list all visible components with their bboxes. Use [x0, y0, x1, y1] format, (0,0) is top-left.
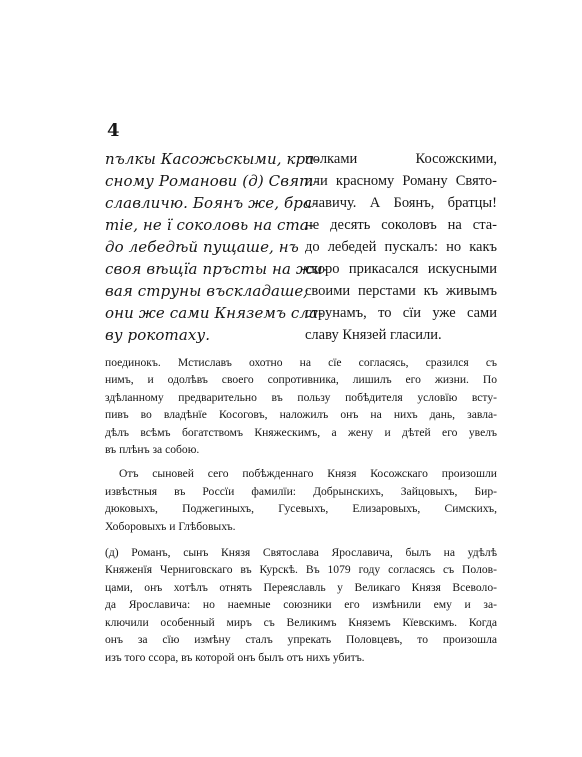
old-text-line: вая струны въскладаше;	[105, 282, 309, 300]
old-russian-text-column	[105, 148, 328, 346]
footnote-line: пивъ во владѣнїе Косоговъ, наложилъ онъ на нихъ дань, завла-	[105, 408, 497, 422]
footnote-line: нимъ, и одолѣвъ своего сопротивника, лишилъ его жизни. По	[105, 373, 497, 387]
translation-line: своими перстами къ живымъ	[305, 283, 497, 299]
translation-line: полками Косожскими,	[305, 151, 497, 167]
footnotes	[105, 354, 497, 666]
footnote-line: поединокъ. Мстиславъ охотно на сїе согласясь, сразился съ	[105, 356, 497, 369]
translation-line: славичу. А Боянъ, братцы!	[305, 195, 497, 211]
footnote-line: Княженїя Черниговскаго въ Курскѣ. Въ 1079 году согласясь съ Полов-	[105, 563, 497, 577]
footnote-line: въ плѣнъ за собою.	[105, 443, 200, 457]
translation-line: скоро прикасался искусными	[305, 261, 497, 277]
old-text-line: до лебедѣй пущаше, нъ	[105, 238, 299, 256]
translation-line: не десять соколовъ на ста-	[305, 217, 497, 233]
old-text-line: ву рокотаху.	[105, 326, 211, 344]
footnote-line: цами, онъ хотѣлъ отнять Переяславль у Великаго Князя Всеволо-	[105, 580, 497, 594]
footnote-line: Отъ сыновей сего побѣжденнаго Князя Косожскаго произошли	[119, 467, 497, 481]
old-text-line: славличю. Боянъ же, бра-	[105, 194, 318, 212]
translation-column	[305, 148, 497, 346]
footnote-line: (д) Романъ, сынъ Князя Святослава Ярославича, былъ на удѣлѣ	[105, 546, 497, 560]
translation-line: или красному Роману Свято-	[305, 173, 497, 189]
old-text-line: они же сами Княземъ сла-	[105, 304, 324, 322]
footnote-line: здѣланному предварительно въ пользу побѣдителя условїю всту-	[105, 390, 497, 404]
footnote-families	[105, 465, 497, 535]
footnote-line: ключили особенный миръ съ Великимъ Княземъ Кїевскимъ. Когда	[105, 615, 497, 629]
old-text-line: пълкы Касожьскыми, кра-	[105, 150, 320, 168]
footnote-line: извѣстныя въ Россїи фамилїи: Добрынскихъ, Зайцовыхъ, Бир-	[105, 484, 497, 498]
footnote-line: Хоборовыхъ и Глѣбовыхъ.	[105, 519, 236, 533]
page-number: 4	[107, 120, 120, 141]
footnote-line: изъ того ссора, въ которой онъ былъ отъ нихъ убитъ.	[105, 650, 365, 664]
footnote-line: дюковыхъ, Поджегиныхъ, Гусевыхъ, Елизаровыхъ, Симскихъ,	[105, 502, 497, 516]
footnote-line: онъ за сїю измѣну сталъ упрекать Половцевъ, то произошла	[105, 633, 497, 647]
translation-line: до лебедей пускалъ: но какъ	[305, 239, 497, 255]
translation-line: струнамъ, то сїи уже сами	[305, 305, 497, 321]
footnote-continuation	[105, 354, 497, 458]
footnote-line: да Ярославича: но наемные союзники его измѣнили ему и за-	[105, 598, 497, 612]
footnote-d	[105, 544, 497, 666]
old-text-line: тіе, не ї соколовь на ста-	[105, 216, 315, 234]
old-text-line: сному Романови (д) Свят-	[105, 172, 319, 190]
translation-line: славу Князей гласили.	[305, 327, 442, 343]
old-text-line: своя вѣщїа пръсты на жи-	[105, 260, 328, 278]
footnote-line: дѣлъ всѣмъ богатствомъ Княжескимъ, а жену и дѣтей его увелъ	[105, 425, 497, 439]
